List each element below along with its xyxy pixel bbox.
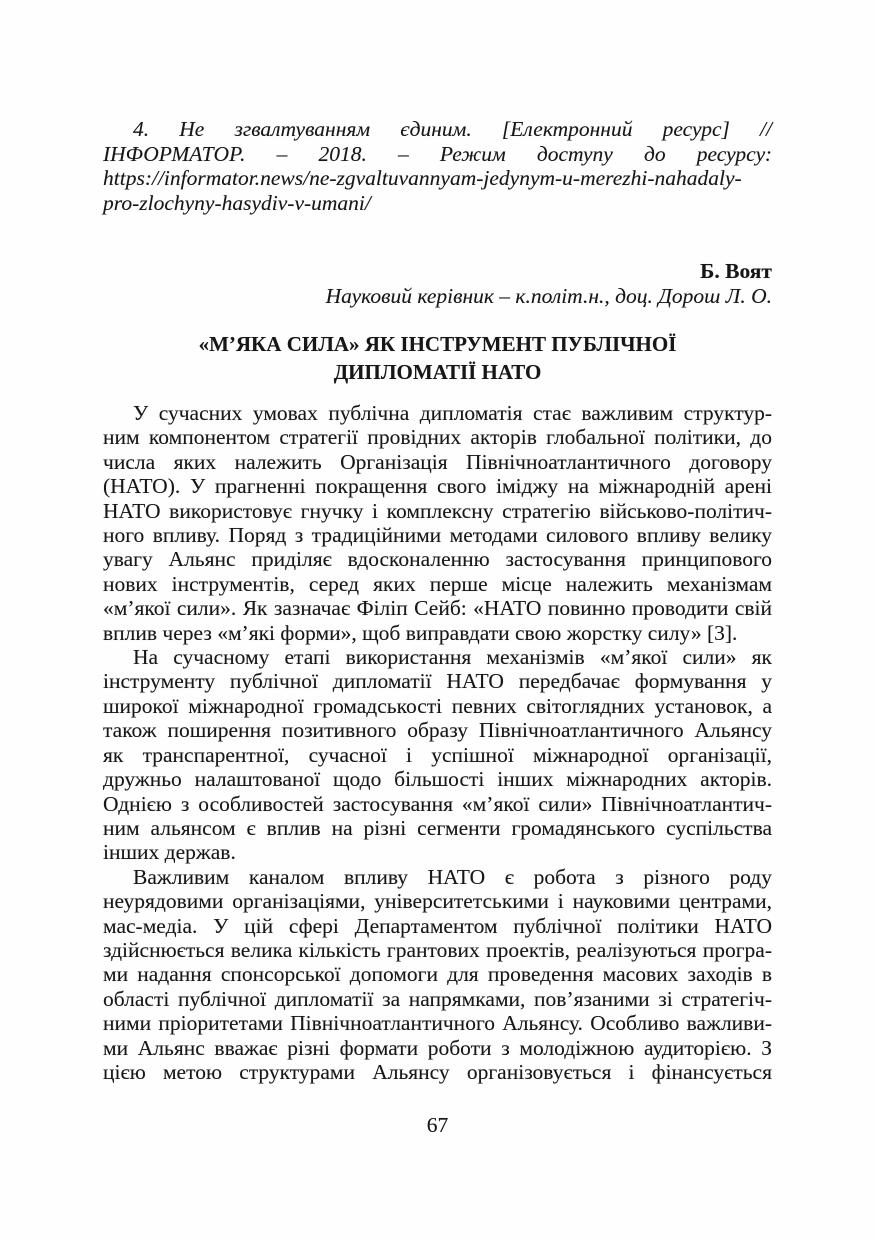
- text-line: широкої міжнародної громадськості певних світоглядних установок, а: [103, 693, 772, 718]
- text-line: pro-zlochyny-hasydiv-v-umani/: [103, 191, 371, 216]
- text-line: НАТО використовує гнучку і комплексну стратегію військово-політич-: [103, 498, 772, 523]
- text-line: мас-медіа. У цій сфері Департаментом публічної політики НАТО: [103, 913, 772, 938]
- text-line: «М’ЯКА СИЛА» ЯК ІНСТРУМЕНТ ПУБЛІЧНОЇ: [198, 332, 677, 356]
- text-line: інструменту публічної дипломатії НАТО передбачає формування у: [103, 669, 772, 694]
- text-line: увагу Альянс приділяє вдосконаленню застосування принципового: [103, 547, 772, 572]
- text-line: здійснюється велика кількість грантових проектів, реалізуються програ-: [103, 937, 772, 962]
- text-line: вплив через «м’які форми», щоб виправдати свою жорстку силу» [3].: [103, 620, 738, 645]
- text-line: ним альянсом є вплив на різні сегменти громадянського суспільства: [103, 815, 772, 840]
- text-line: ними пріоритетами Північноатлантичного Альянсу. Особливо важливи-: [103, 1011, 772, 1036]
- paragraph-3: [103, 865, 772, 1085]
- text-line: як транспарентної, сучасної і успішної міжнародної організації,: [103, 742, 772, 767]
- paragraph-1: [103, 401, 772, 645]
- text-line: ми Альянс вважає різні формати роботи з молодіжною аудиторією. З: [103, 1035, 772, 1060]
- text-line: 4. Не згвалтуванням єдиним. [Електронний ресурс] //: [133, 117, 772, 141]
- supervisor-line: Науковий керівник – к.політ.н., доц. Дорош Л. О.: [325, 283, 772, 308]
- text-line: інших держав.: [103, 840, 236, 865]
- text-line: також поширення позитивного образу Північноатлантичного Альянсу: [103, 718, 772, 743]
- page-number: 67: [426, 1113, 449, 1137]
- text-line: Однією з особливостей застосування «м’якої сили» Північноатлантич-: [103, 791, 772, 816]
- text-line: області публічної дипломатії за напрямками, пов’язаними зі стратегіч-: [103, 986, 772, 1011]
- text-line: неурядовими організаціями, університетськими і науковими центрами,: [103, 889, 772, 914]
- text-line: числа яких належить Організація Північноатлантичного договору: [103, 449, 772, 474]
- text-line: ІНФОРМАТОР. – 2018. – Режим доступу до ресурсу:: [103, 141, 772, 166]
- article-title: [103, 331, 772, 386]
- text-line: дружньо налаштованої щодо більшості інших міжнародних акторів.: [103, 767, 772, 792]
- text-line: У сучасних умовах публічна дипломатія стає важливим структур-: [133, 401, 772, 425]
- text-line: ним компонентом стратегії провідних акторів глобальної політики, до: [103, 425, 772, 450]
- text-line: цією метою структурами Альянсу організовується і фінансується: [103, 1059, 772, 1084]
- text-line: На сучасному етапі використання механізмів «м’якої сили» як: [133, 645, 772, 670]
- text-line: https://informator.news/ne-zgvaltuvannyam-jedynym-u-merezhi-nahadaly-: [103, 166, 742, 191]
- article-body: [103, 401, 772, 1084]
- text-line: ДИПЛОМАТІЇ НАТО: [333, 359, 542, 384]
- reference-citation: [103, 117, 772, 216]
- text-line: ми надання спонсорської допомоги для проведення масових заходів в: [103, 962, 772, 987]
- text-line: Важливим каналом впливу НАТО є робота з різного роду: [133, 864, 772, 889]
- byline: [103, 259, 772, 308]
- text-line: ного впливу. Поряд з традиційними методами силового впливу велику: [103, 523, 772, 548]
- text-line: «м’якої сили». Як зазначає Філіп Сейб: «НАТО повинно проводити свій: [103, 596, 772, 621]
- author-name: Б. Воят: [700, 259, 772, 283]
- text-line: (НАТО). У прагненні покращення свого іміджу на міжнародній арені: [103, 474, 772, 499]
- paragraph-2: [103, 645, 772, 865]
- text-line: нових інструментів, серед яких перше місце належить механізмам: [103, 571, 772, 596]
